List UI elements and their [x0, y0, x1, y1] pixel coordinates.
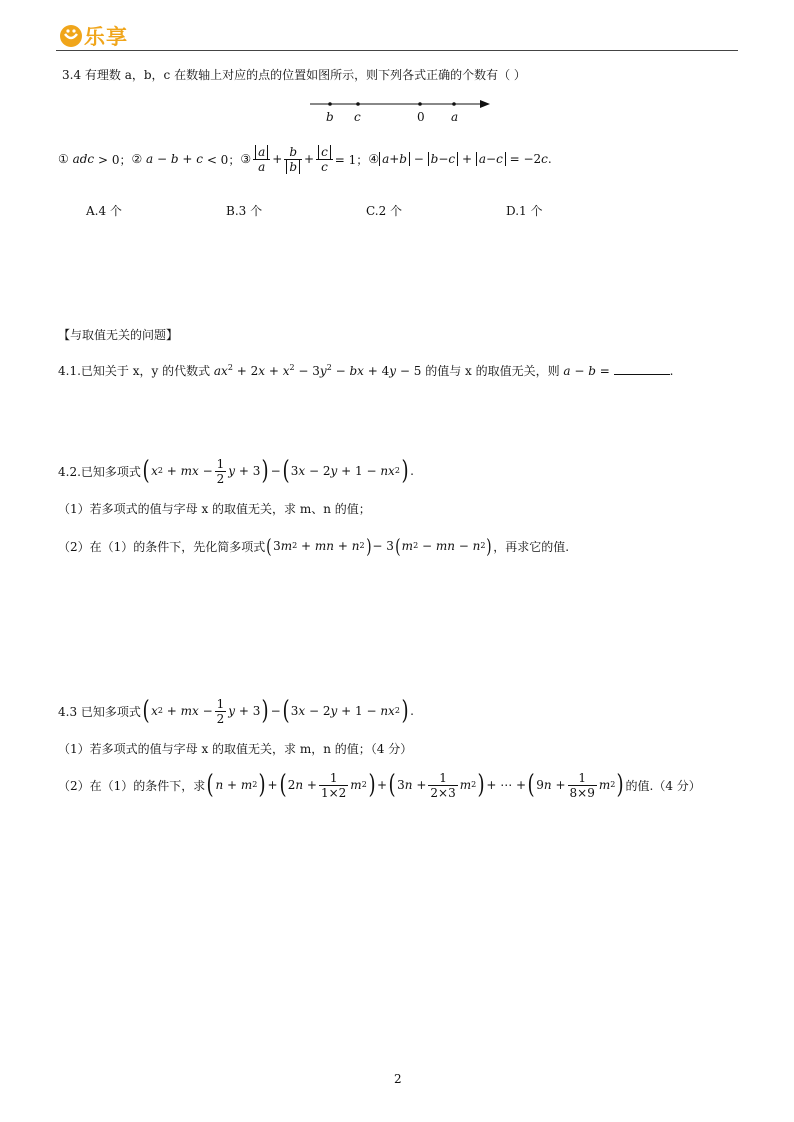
q34-statements: ① adc > 0； ② a − b + c < 0； ③ $\frac{a}{a}$ + $\frac{b}{b}$ + $\frac{c}{c}$ = 1； ④ a+b − b−c + a−c = −2 c .	[58, 144, 552, 174]
logo-text: 乐享	[84, 25, 128, 49]
q43-part2: （2）在（1）的条件下，求 ( n + m 2 ) + ( 2 n + $\frac{1}{1\times 2}$ m 2 ) + ( 3 n + $\frac{1}{2\times 3}$ m 2 ) + ⋯ + ( 9 n + $\frac{1}{8\times 9}$ m 2 ) 的值.（4 分）	[58, 770, 701, 800]
header-divider	[56, 50, 738, 51]
axis-label-zero: 0	[417, 110, 425, 124]
q41: 4.1.已知关于 x，y 的代数式 $ax^2 + 2x + x^2 - 3y^2$ − bx + 4y − 5 的值与 x 的取值无关，则 a − b = .	[58, 363, 674, 378]
option-d: D.1 个	[506, 204, 543, 218]
q34-stem: 3.4 有理数 a，b，c 在数轴上对应的点的位置如图所示，则下列各式正确的个数有（ ）	[62, 68, 526, 82]
circled-3: ③	[240, 152, 252, 166]
section-title: 【与取值无关的问题】	[58, 328, 179, 342]
answer-blank	[614, 362, 670, 375]
option-a: A.4 个	[86, 204, 122, 218]
circled-1: ①	[58, 152, 69, 166]
axis-label-a: a	[451, 110, 459, 124]
q42-part2: （2）在（1）的条件下，先化简多项式 ( 3 m 2 + mn + n 2 ) − 3 ( m 2 − mn − n 2 ) ，再求它的值.	[58, 534, 570, 558]
q42-stem: 4.2.已知多项式 ( x 2 + mx − $\frac{1}{2}$ y + 3 ) − ( 3 x − 2 y + 1 − nx 2 ) .	[58, 456, 414, 486]
circled-2: ②	[131, 152, 143, 166]
q42-part1: （1）若多项式的值与字母 x 的取值无关，求 m、n 的值；	[58, 502, 371, 516]
q43-stem: 4.3 已知多项式 ( x 2 + mx − $\frac{1}{2}$ y + 3 ) − ( 3 x − 2 y + 1 − nx 2 ) .	[58, 696, 414, 726]
axis-label-c: c	[354, 110, 361, 124]
option-c: C.2 个	[366, 204, 403, 218]
axis-label-b: b	[326, 110, 334, 124]
option-b: B.3 个	[226, 204, 263, 218]
q43-part1: （1）若多项式的值与字母 x 的取值无关，求 m，n 的值；（4 分）	[58, 742, 413, 756]
page-number: 2	[394, 1072, 402, 1086]
circled-4: ④	[368, 152, 380, 166]
